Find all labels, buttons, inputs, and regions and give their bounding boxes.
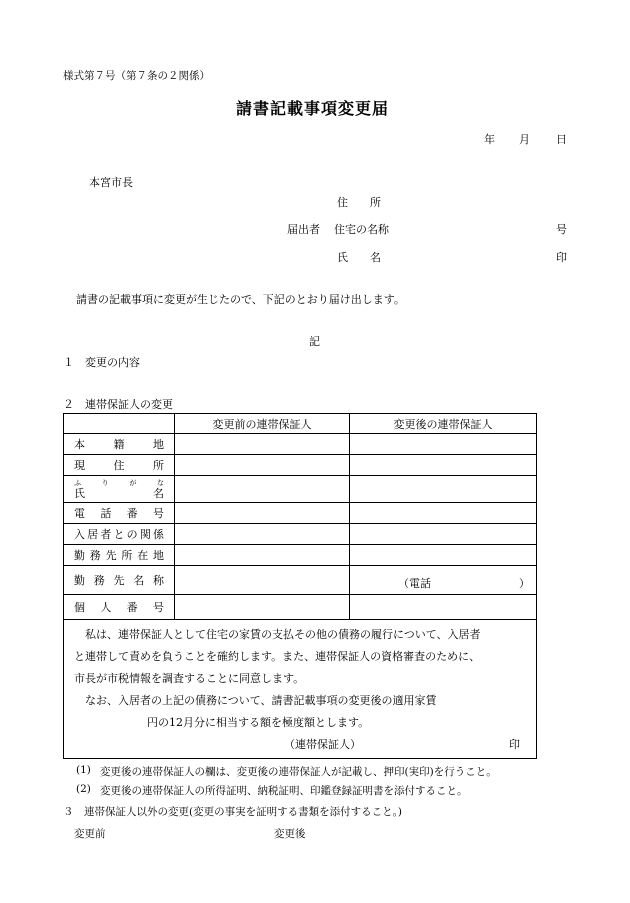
genjusho-before-cell[interactable] [175,455,350,476]
relation-after-cell[interactable] [350,524,537,545]
ki-heading: 記 [309,335,320,348]
declaration-line: 円の12月分に相当する額を極度額とします。 [147,716,370,729]
guarantor-label: （連帯保証人） [284,738,361,751]
work-phone-close: ） [519,577,530,590]
row-label-phone: 電話番号 [64,503,175,524]
relation-before-cell[interactable] [175,524,350,545]
honseki-before-cell[interactable] [175,434,350,455]
work-phone-label: （電話 [398,577,431,590]
house-name-label: 住宅の名称 [334,223,389,236]
declaration-line: と連帯して責めを負うことを確約します。また、連帯保証人の資格審査のために、 [74,650,481,663]
shimei-label: 氏名 [74,486,164,500]
note-2-number: (2) [76,783,91,795]
row-label-genjusho: 現住所 [64,455,175,476]
date-month-label: 月 [519,133,530,146]
work-address-after-cell[interactable] [350,545,537,566]
work-name-after-cell[interactable] [350,566,537,595]
house-number-suffix: 号 [556,223,567,236]
genjusho-after-cell[interactable] [350,455,537,476]
section3-heading: ３ 連帯保証人以外の変更(変更の事実を証明する書類を添付すること。) [63,806,402,818]
personal-number-before-cell [175,595,350,620]
applicant-seal: 印 [556,251,567,264]
col-before-header: 変更前の連帯保証人 [175,414,350,434]
name-label: 氏 名 [337,251,381,264]
guarantor-seal: 印 [509,738,520,751]
declaration-line: 市長が市税情報を調査することに同意します。 [74,672,305,685]
shimei-after-cell[interactable] [350,476,537,503]
declaration-line: なお、入居者の上記の債務について、請書記載事項の変更後の適用家賃 [85,694,437,707]
phone-after-cell[interactable] [350,503,537,524]
table-corner [64,414,175,434]
before-label: 変更前 [74,828,106,840]
work-address-before-cell[interactable] [175,545,350,566]
phone-before-cell[interactable] [175,503,350,524]
address-label: 住 所 [337,196,381,209]
declaration-line: 私は、連帯保証人として住宅の家賃の支払その他の債務の履行について、入居者 [85,628,481,641]
section1-heading: １ 変更の内容 [63,356,140,369]
row-label-work-address: 勤務先所在地 [64,545,175,566]
note-2-text: 変更後の連帯保証人の所得証明、納税証明、印鑑登録証明書を添付すること。 [100,785,468,797]
row-label-work-name: 勤務先名称 [64,566,175,595]
declaration-block [64,620,537,759]
applicant-label: 届出者 [287,223,320,236]
form-number: 様式第７号（第７条の２関係） [63,70,210,82]
after-label: 変更後 [274,828,306,840]
row-label-honseki: 本籍地 [64,434,175,455]
addressee: 本宮市長 [89,176,133,189]
note-1-number: (1) [76,764,91,776]
guarantor-change-table [63,413,537,759]
work-name-before-cell[interactable] [175,566,350,595]
row-label-furigana-shimei [64,476,175,503]
col-after-header: 変更後の連帯保証人 [350,414,537,434]
row-label-relation: 入居者との関係 [64,524,175,545]
note-1-text: 変更後の連帯保証人の欄は、変更後の連帯保証人が記載し、押印(実印)を行うこと。 [100,766,497,778]
row-label-personal-number: 個人番号 [64,595,175,620]
furigana-label: ふりがな [74,478,164,487]
date-day-label: 日 [556,133,567,146]
personal-number-after-cell[interactable] [350,595,537,620]
date-year-label: 年 [484,133,495,146]
shimei-before-cell[interactable] [175,476,350,503]
page-title: 請書記載事項変更届 [236,99,390,118]
section2-heading: ２ 連帯保証人の変更 [63,398,173,411]
honseki-after-cell[interactable] [350,434,537,455]
intro-text: 請書の記載事項に変更が生じたので、下記のとおり届け出します。 [76,293,405,306]
